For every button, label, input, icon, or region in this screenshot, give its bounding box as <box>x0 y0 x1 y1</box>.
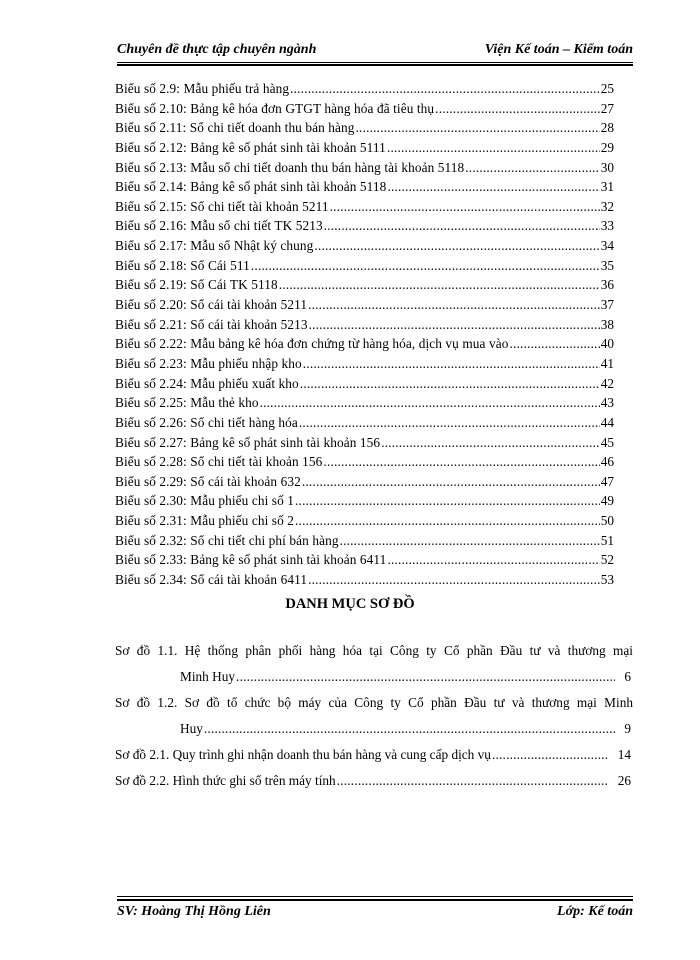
toc-entry-page: 27 <box>600 100 614 116</box>
toc-entry-page: 32 <box>600 198 614 214</box>
toc-entry <box>115 511 635 531</box>
toc-entry-page: 52 <box>600 552 614 568</box>
leader-dots <box>260 393 600 413</box>
toc-entry-page: 28 <box>600 120 614 136</box>
toc-entry <box>115 295 635 315</box>
leader-dots <box>236 664 615 690</box>
diagram-entry <box>115 742 633 768</box>
toc-entry <box>115 256 635 276</box>
header-rule <box>117 64 633 66</box>
toc-entry <box>115 354 635 374</box>
toc-entry <box>115 433 635 453</box>
table-list <box>115 79 635 590</box>
toc-entry-page: 42 <box>600 375 614 391</box>
diagram-entry-page: 14 <box>617 747 631 762</box>
toc-entry-page: 50 <box>600 513 614 529</box>
toc-entry-label: Biểu số 2.28: Sổ chi tiết tài khoản 156 <box>115 454 323 470</box>
leader-dots <box>279 275 600 295</box>
diagram-entry-label: Sơ đồ 1.2. Sơ đồ tổ chức bộ máy của Công ty Cổ phần Đầu tư và thương mại Minh <box>115 695 633 710</box>
leader-dots <box>323 452 599 472</box>
leader-dots <box>308 295 600 315</box>
toc-entry-page: 30 <box>600 159 614 175</box>
toc-entry-page: 44 <box>600 414 614 430</box>
diagram-entry-label: Sơ đồ 2.2. Hình thức ghi sổ trên máy tính <box>115 773 336 788</box>
toc-entry <box>115 138 635 158</box>
diagram-entry-page: 26 <box>617 773 631 788</box>
toc-entry <box>115 158 635 178</box>
toc-entry <box>115 570 635 590</box>
toc-entry-page: 25 <box>600 81 614 96</box>
leader-dots <box>492 742 609 768</box>
toc-entry-page: 53 <box>600 572 614 588</box>
toc-entry <box>115 197 635 217</box>
diagram-entry-page: 6 <box>624 669 631 684</box>
toc-entry-label: Biểu số 2.15: Sổ chi tiết tài khoản 5211 <box>115 198 329 214</box>
toc-entry-label: Biểu số 2.20: Sổ cái tài khoản 5211 <box>115 297 308 313</box>
toc-entry-page: 31 <box>600 179 614 195</box>
toc-entry <box>115 118 635 138</box>
leader-dots <box>204 716 615 742</box>
toc-entry-label: Biểu số 2.11: Sổ chi tiết doanh thu bán hàng <box>115 120 355 136</box>
toc-entry-page: 38 <box>600 316 614 332</box>
diagram-entry-label: Sơ đồ 1.1. Hệ thống phân phối hàng hóa tại Công ty Cổ phần Đầu tư và thương mại <box>115 643 633 658</box>
diagram-entry-label-continued: Huy <box>180 721 203 736</box>
diagram-entry <box>115 690 633 742</box>
toc-entry <box>115 491 635 511</box>
leader-dots <box>314 236 599 256</box>
toc-entry-page: 34 <box>600 238 614 254</box>
toc-entry-label: Biểu số 2.32: Sổ chi tiết chi phí bán hàng <box>115 532 339 548</box>
footer-rule <box>117 896 633 897</box>
leader-dots <box>340 531 600 551</box>
toc-entry-label: Biểu số 2.25: Mẫu thẻ kho <box>115 395 259 411</box>
toc-entry-label: Biểu số 2.14: Bảng kê số phát sinh tài khoản 5118 <box>115 179 387 195</box>
leader-dots <box>324 216 600 236</box>
toc-entry-label: Biểu số 2.22: Mẫu bảng kê hóa đơn chứng từ hàng hóa, dịch vụ mua vào <box>115 336 509 352</box>
toc-entry-label: Biểu số 2.23: Mẫu phiếu nhập kho <box>115 355 302 371</box>
toc-entry <box>115 99 635 119</box>
toc-entry <box>115 452 635 472</box>
toc-entry-label: Biểu số 2.19: Sổ Cái TK 5118 <box>115 277 278 293</box>
toc-entry-page: 35 <box>600 257 614 273</box>
toc-entry-page: 51 <box>600 532 614 548</box>
toc-entry-label: Biểu số 2.24: Mẫu phiếu xuất kho <box>115 375 299 391</box>
leader-dots <box>330 197 600 217</box>
toc-entry <box>115 472 635 492</box>
leader-dots <box>381 433 600 453</box>
leader-dots <box>303 354 600 374</box>
toc-entry-label: Biểu số 2.13: Mẫu sổ chi tiết doanh thu bán hàng tài khoản 5118 <box>115 159 465 175</box>
toc-entry <box>115 550 635 570</box>
diagram-list <box>115 638 633 794</box>
leader-dots <box>302 472 600 492</box>
toc-entry-label: Biểu số 2.31: Mẫu phiếu chi số 2 <box>115 513 295 529</box>
diagram-entry <box>115 768 633 794</box>
toc-entry-page: 41 <box>600 355 614 371</box>
leader-dots <box>337 768 609 794</box>
toc-entry-page: 43 <box>600 395 614 411</box>
header-course-title: Chuyên đề thực tập chuyên ngành <box>117 42 317 57</box>
toc-entry-label: Biểu số 2.21: Sổ cái tài khoản 5213 <box>115 316 308 332</box>
toc-entry-label: Biểu số 2.33: Bảng kê số phát sinh tài khoản 6411 <box>115 552 387 568</box>
toc-entry <box>115 236 635 256</box>
leader-dots <box>387 138 600 158</box>
toc-entry-page: 33 <box>600 218 614 234</box>
toc-entry <box>115 275 635 295</box>
leader-dots <box>356 118 600 138</box>
toc-entry-page: 40 <box>600 336 614 352</box>
leader-dots <box>251 256 600 276</box>
toc-entry <box>115 531 635 551</box>
toc-entry-label: Biểu số 2.16: Mẫu sổ chi tiết TK 5213 <box>115 218 323 234</box>
toc-entry-label: Biểu số 2.26: Sổ chi tiết hàng hóa <box>115 414 298 430</box>
page-header <box>117 40 633 63</box>
toc-entry <box>115 177 635 197</box>
toc-entry <box>115 216 635 236</box>
toc-entry-label: Biểu số 2.30: Mẫu phiếu chi số 1 <box>115 493 295 509</box>
toc-entry-page: 37 <box>600 297 614 313</box>
toc-entry-page: 29 <box>600 139 614 155</box>
leader-dots <box>295 491 600 511</box>
toc-entry <box>115 315 635 335</box>
toc-entry-page: 49 <box>600 493 614 509</box>
diagram-entry-label-continued: Minh Huy <box>180 669 236 684</box>
leader-dots <box>465 158 599 178</box>
diagram-entry-label: Sơ đồ 2.1. Quy trình ghi nhận doanh thu bán hàng và cung cấp dịch vụ <box>115 747 491 762</box>
toc-entry <box>115 393 635 413</box>
footer-rule-thick <box>117 899 633 901</box>
footer-class: Lớp: Kế toán <box>557 904 633 919</box>
toc-entry-label: Biểu số 2.12: Bảng kê số phát sinh tài khoản 5111 <box>115 139 386 155</box>
header-institute: Viện Kế toán – Kiểm toán <box>484 42 633 57</box>
diagram-list-heading: DANH MỤC SƠ ĐỒ <box>285 596 415 612</box>
toc-entry-label: Biểu số 2.18: Sổ Cái 511 <box>115 257 250 273</box>
toc-entry <box>115 374 635 394</box>
leader-dots <box>309 315 600 335</box>
toc-entry <box>115 334 635 354</box>
leader-dots <box>387 550 599 570</box>
diagram-entry <box>115 638 633 690</box>
toc-entry-page: 45 <box>600 434 614 450</box>
leader-dots <box>435 99 600 119</box>
toc-entry-page: 47 <box>600 473 614 489</box>
toc-entry-label: Biểu số 2.17: Mẫu sổ Nhật ký chung <box>115 238 314 254</box>
leader-dots <box>308 570 600 590</box>
toc-entry-label: Biểu số 2.34: Sổ cái tài khoản 6411 <box>115 572 308 588</box>
toc-entry-label: Biểu số 2.9: Mẫu phiếu trả hàng <box>115 81 290 96</box>
leader-dots <box>295 511 600 531</box>
leader-dots <box>387 177 599 197</box>
toc-entry <box>115 79 635 99</box>
toc-entry-page: 36 <box>600 277 614 293</box>
toc-entry-label: Biểu số 2.29: Sổ cái tài khoản 632 <box>115 473 301 489</box>
toc-entry-page: 46 <box>600 454 614 470</box>
leader-dots <box>290 79 600 99</box>
diagram-entry-page: 9 <box>624 721 631 736</box>
leader-dots <box>509 334 599 354</box>
footer-student-name: SV: Hoàng Thị Hồng Liên <box>117 904 271 919</box>
toc-entry <box>115 413 635 433</box>
toc-entry-label: Biểu số 2.27: Bảng kê số phát sinh tài khoản 156 <box>115 434 381 450</box>
leader-dots <box>299 413 600 433</box>
toc-entry-label: Biểu số 2.10: Bảng kê hóa đơn GTGT hàng hóa đã tiêu thụ <box>115 100 435 116</box>
leader-dots <box>300 374 600 394</box>
